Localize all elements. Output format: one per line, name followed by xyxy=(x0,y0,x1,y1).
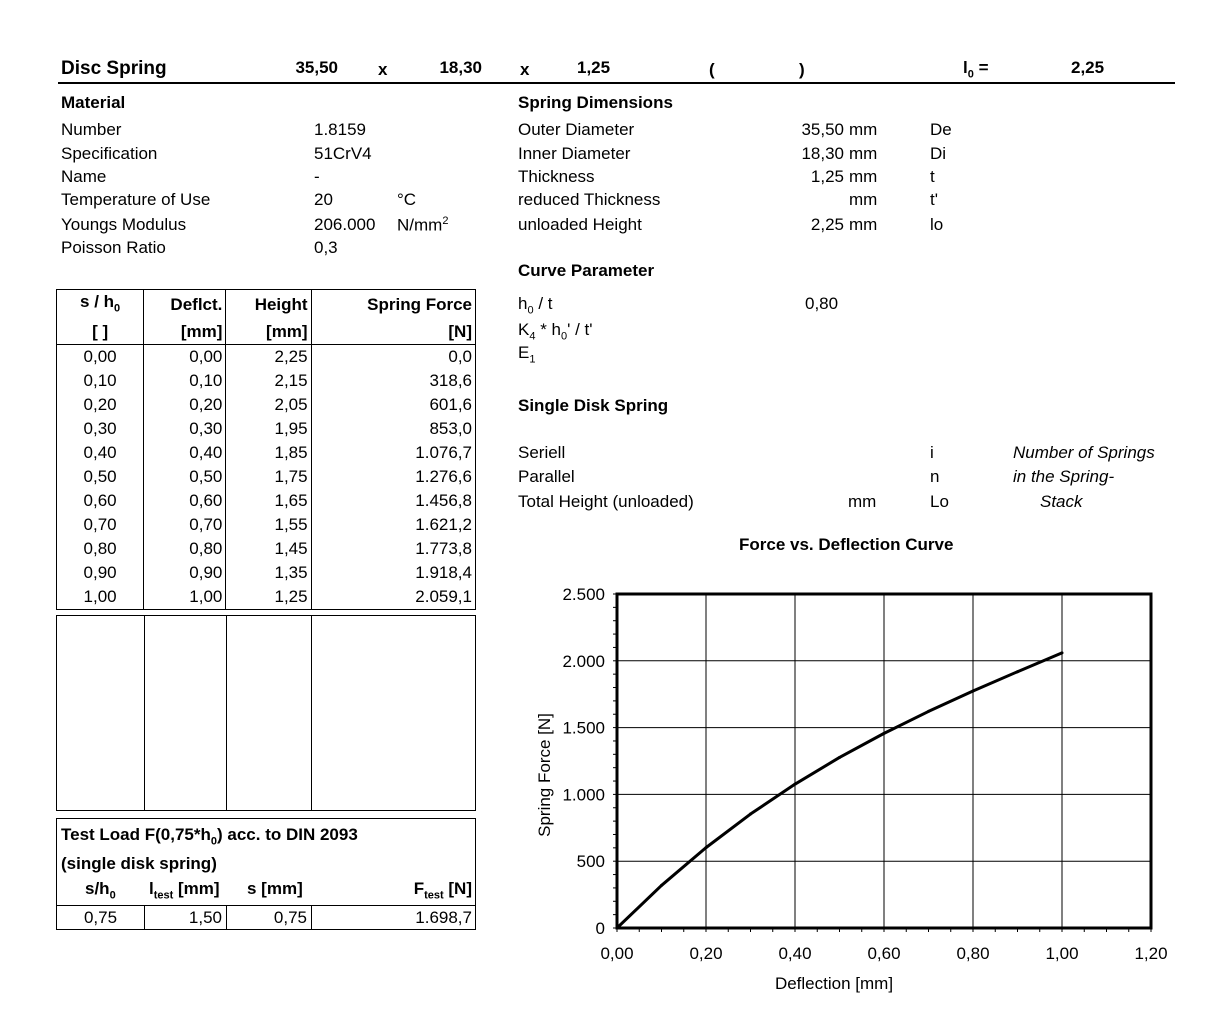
cell-spring-force: 2.059,1 xyxy=(415,587,472,607)
x-tick-label: 0,60 xyxy=(867,944,901,963)
x-tick-label: 1,00 xyxy=(1045,944,1079,963)
y-tick-label: 1.000 xyxy=(562,785,605,805)
cell-deflection: 0,10 xyxy=(144,369,226,393)
cell-deflection: 1,00 xyxy=(144,585,226,610)
cell-height: 1,65 xyxy=(226,489,311,513)
table-row xyxy=(57,393,476,417)
cell-s-h0: 0,30 xyxy=(57,417,144,441)
cell-deflection: 0,80 xyxy=(144,537,226,561)
table-row xyxy=(57,345,476,370)
parallel-symbol: n xyxy=(930,467,940,486)
test-value-l-test: 1,50 xyxy=(188,908,222,927)
unit-deflection: [mm] xyxy=(144,320,226,345)
test-col-s-h0: $s/h_0$ xyxy=(85,879,116,902)
header-underline xyxy=(58,82,1175,84)
material-temp-unit: °C xyxy=(397,190,417,209)
stack-note-line-1: Number of Springs xyxy=(1013,443,1155,462)
curve-parameter-heading: Curve Parameter xyxy=(518,261,655,280)
x-axis-label: Deflection [mm] xyxy=(774,974,894,993)
cell-spring-force: 1.276,6 xyxy=(415,467,472,487)
table-row xyxy=(57,489,476,513)
total-height-symbol: Lo xyxy=(930,492,949,511)
col-header-s-h0: s / $h_0$ xyxy=(57,290,144,321)
single-disk-heading: Single Disk Spring xyxy=(518,396,669,415)
material-modulus-value: 206.000 xyxy=(314,215,376,234)
header-outer-diameter: 35,50 xyxy=(295,58,338,77)
total-height-label: Total Height (unloaded) xyxy=(518,492,694,511)
header-thickness: 1,25 xyxy=(577,58,611,77)
cell-deflection: 0,00 xyxy=(144,345,226,370)
data-point xyxy=(616,927,619,930)
cell-height: 2,05 xyxy=(226,393,311,417)
cell-height: 1,35 xyxy=(226,561,311,585)
material-temp-label: Temperature of Use xyxy=(61,190,211,209)
force-deflection-chart xyxy=(520,570,1200,1000)
cell-deflection: 0,40 xyxy=(144,441,226,465)
header-times-2: x xyxy=(520,60,530,79)
cell-spring-force: 601,6 xyxy=(429,395,472,415)
material-number-label: Number xyxy=(61,120,122,139)
unit-spring-force: [N] xyxy=(448,322,472,342)
test-col-l-test: $l_{test}$ [mm] xyxy=(149,879,220,902)
dim-inner-symbol: Di xyxy=(930,144,947,163)
dim-thickness-symbol: t xyxy=(930,167,935,186)
header-l0-label: $l_0$ = xyxy=(963,58,989,81)
data-point xyxy=(838,756,841,759)
stack-note-line-2: in the Spring- xyxy=(1013,467,1115,486)
cell-height: 1,85 xyxy=(226,441,311,465)
data-point xyxy=(705,846,708,849)
x-tick-label: 0,40 xyxy=(778,944,812,963)
cell-height: 1,45 xyxy=(226,537,311,561)
force-table-header xyxy=(57,290,476,321)
cell-spring-force: 0,0 xyxy=(448,347,472,367)
header-times-1: x xyxy=(378,60,388,79)
data-point xyxy=(1016,670,1019,673)
y-tick-label: 500 xyxy=(576,852,605,872)
table-row xyxy=(57,441,476,465)
cell-spring-force: 1.918,4 xyxy=(415,563,472,583)
test-value-s-h0: 0,75 xyxy=(83,908,118,927)
table-row xyxy=(57,369,476,393)
force-curve xyxy=(617,653,1062,928)
y-tick-label: 2.000 xyxy=(562,651,605,671)
dim-inner-unit: mm xyxy=(849,144,878,163)
material-temp-value: 20 xyxy=(314,190,333,209)
test-value-s: 0,75 xyxy=(273,908,307,927)
dim-outer-unit: mm xyxy=(849,120,878,139)
col-header-height: Height xyxy=(226,290,311,321)
material-spec-label: Specification xyxy=(61,144,158,163)
material-modulus-unit: $N/mm^2$ xyxy=(397,215,449,235)
cell-height: 2,25 xyxy=(226,345,311,370)
dim-height-symbol: lo xyxy=(930,215,944,234)
material-heading: Material xyxy=(61,93,126,112)
material-spec-value: 51CrV4 xyxy=(314,144,372,163)
material-number-value: 1.8159 xyxy=(314,120,366,139)
y-axis-label: Spring Force [N] xyxy=(535,713,554,837)
cell-height: 1,95 xyxy=(226,417,311,441)
material-modulus-label: Youngs Modulus xyxy=(61,215,187,234)
x-tick-label: 0,20 xyxy=(689,944,723,963)
e1-label: $E_1$ xyxy=(518,343,536,366)
header-paren-open: ( xyxy=(709,60,715,79)
cell-spring-force: 853,0 xyxy=(429,419,472,439)
force-table xyxy=(56,289,476,610)
table-row xyxy=(57,537,476,561)
cell-s-h0: 0,70 xyxy=(57,513,144,537)
empty-grid-divider xyxy=(226,616,227,810)
cell-height: 2,15 xyxy=(226,369,311,393)
x-tick-label: 0,00 xyxy=(600,944,634,963)
test-load-title: Test Load $F(0,75*h_0)$ acc. to DIN 2093 xyxy=(61,825,358,848)
table-row xyxy=(57,561,476,585)
dim-height-label: unloaded Height xyxy=(518,215,642,234)
dim-outer-symbol: De xyxy=(930,120,952,139)
test-col-s: s [mm] xyxy=(247,879,303,898)
header-inner-diameter: 18,30 xyxy=(439,58,482,77)
data-point xyxy=(1061,651,1064,654)
table-row xyxy=(57,513,476,537)
dim-thickness-value: 1,25 xyxy=(810,167,844,186)
cell-spring-force: 1.076,7 xyxy=(415,443,472,463)
data-point xyxy=(794,783,797,786)
data-point xyxy=(883,732,886,735)
sheet-title: Disc Spring xyxy=(61,58,167,79)
cell-height: 1,25 xyxy=(226,585,311,610)
test-load-subtitle: (single disk spring) xyxy=(61,854,217,873)
data-point xyxy=(927,710,930,713)
cell-s-h0: 0,20 xyxy=(57,393,144,417)
empty-grid-divider xyxy=(144,616,145,810)
empty-grid-divider xyxy=(311,616,312,810)
col-header-deflection: Deflct. xyxy=(144,290,226,321)
cell-s-h0: 0,40 xyxy=(57,441,144,465)
table-row xyxy=(57,585,476,610)
cell-spring-force: 318,6 xyxy=(429,371,472,391)
dim-thickness-label: Thickness xyxy=(518,167,595,186)
y-tick-label: 1.500 xyxy=(562,718,605,738)
data-point xyxy=(660,884,663,887)
material-name-value: - xyxy=(314,167,320,186)
test-col-f-test: $F_{test}$ [N] xyxy=(413,879,472,902)
h0-over-t-label: $h_0$ / t xyxy=(518,294,553,317)
dim-outer-value: 35,50 xyxy=(801,120,844,139)
unit-s-h0: [ ] xyxy=(57,320,144,345)
material-name-label: Name xyxy=(61,167,107,186)
material-poisson-label: Poisson Ratio xyxy=(61,238,166,257)
header-l0-value: 2,25 xyxy=(1071,58,1105,77)
parallel-label: Parallel xyxy=(518,467,575,486)
col-header-spring-force: Spring Force xyxy=(367,295,472,315)
x-tick-label: 0,80 xyxy=(956,944,990,963)
data-point xyxy=(972,690,975,693)
total-height-unit: mm xyxy=(848,492,877,511)
dim-reduced-symbol: t' xyxy=(930,190,938,209)
cell-deflection: 0,60 xyxy=(144,489,226,513)
dim-inner-label: Inner Diameter xyxy=(518,144,631,163)
y-tick-label: 2.500 xyxy=(562,585,605,604)
table-row xyxy=(57,465,476,489)
cell-s-h0: 0,50 xyxy=(57,465,144,489)
cell-spring-force: 1.773,8 xyxy=(415,539,472,559)
cell-deflection: 0,30 xyxy=(144,417,226,441)
y-tick-label: 0 xyxy=(595,919,605,938)
dim-height-value: 2,25 xyxy=(810,215,844,234)
dim-thickness-unit: mm xyxy=(849,167,878,186)
unit-height: [mm] xyxy=(226,320,311,345)
cell-deflection: 0,70 xyxy=(144,513,226,537)
table-row xyxy=(57,417,476,441)
cell-spring-force: 1.456,8 xyxy=(415,491,472,511)
cell-height: 1,55 xyxy=(226,513,311,537)
dim-inner-value: 18,30 xyxy=(801,144,844,163)
header-paren-close: ) xyxy=(799,60,805,79)
cell-deflection: 0,50 xyxy=(144,465,226,489)
test-load-divider xyxy=(57,905,475,906)
empty-grid-box xyxy=(56,615,476,811)
stack-note-line-3: Stack xyxy=(1040,492,1083,511)
cell-s-h0: 0,60 xyxy=(57,489,144,513)
material-poisson-value: 0,3 xyxy=(314,238,338,257)
seriell-label: Seriell xyxy=(518,443,566,462)
dim-outer-label: Outer Diameter xyxy=(518,120,635,139)
force-table-units xyxy=(57,320,476,345)
seriell-symbol: i xyxy=(930,443,934,462)
dim-reduced-unit: mm xyxy=(849,190,878,209)
cell-spring-force: 1.621,2 xyxy=(415,515,472,535)
data-point xyxy=(749,813,752,816)
force-table-body xyxy=(57,345,476,610)
cell-s-h0: 0,00 xyxy=(57,345,144,370)
test-load-box xyxy=(56,818,476,930)
dim-reduced-label: reduced Thickness xyxy=(518,190,661,209)
h0-over-t-value: 0,80 xyxy=(805,294,839,313)
cell-s-h0: 0,10 xyxy=(57,369,144,393)
dimensions-heading: Spring Dimensions xyxy=(518,93,673,112)
dim-height-unit: mm xyxy=(849,215,878,234)
test-value-f-test: 1.698,7 xyxy=(415,908,472,927)
cell-s-h0: 1,00 xyxy=(57,585,144,610)
cell-height: 1,75 xyxy=(226,465,311,489)
cell-s-h0: 0,90 xyxy=(57,561,144,585)
x-tick-label: 1,20 xyxy=(1134,944,1168,963)
test-load-bottom xyxy=(56,929,476,930)
k4-label: $K_4 * h_0'$ / t' xyxy=(518,320,593,343)
cell-deflection: 0,90 xyxy=(144,561,226,585)
chart-title: Force vs. Deflection Curve xyxy=(739,535,954,554)
cell-deflection: 0,20 xyxy=(144,393,226,417)
cell-s-h0: 0,80 xyxy=(57,537,144,561)
